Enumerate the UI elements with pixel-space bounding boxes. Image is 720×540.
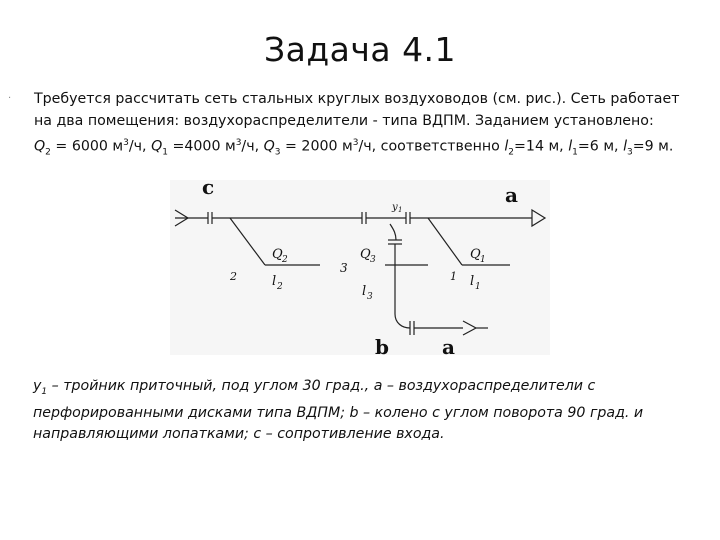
q3-unit-sup: 3 [352,138,359,148]
q2-value: = 6000 м [50,138,124,155]
label-2: 2 [230,270,237,283]
q2-sub: 2 [45,147,51,158]
statement-line-1: Требуется рассчитать сеть стальных круглых воздуховодов (см. рис.). Сеть работает [34,91,680,107]
label-a-bottom: a [442,335,455,355]
q1-sub: 1 [162,147,168,158]
label-l3-sub: 3 [367,292,373,302]
l1-value: =6 м, [577,138,624,155]
label-y1-sub: 1 [398,206,403,214]
q1-unit-sup: 3 [235,138,242,148]
duct-network-svg [170,180,550,355]
label-Q1-sub: 1 [480,255,486,265]
q3-value: = 2000 м [280,138,353,155]
label-l1: l [470,274,475,289]
q2-unit-sup: 3 [123,138,129,148]
caption-text: – тройник приточный, под углом 30 град., а – воздухораспределители с перфорированными дисками типа ВДПМ; b – колено с углом поворота 90 град. и направляющими лопатками; с – сопротивление входа. [33,378,644,442]
q3-sub: 3 [274,147,281,158]
label-y1: y [392,202,398,213]
label-Q3-sub: 3 [370,255,376,265]
label-l2: l [272,274,277,289]
label-c: c [202,180,215,199]
label-l3: l [362,284,367,299]
branch-2-diagonal [230,218,265,265]
label-a-top: a [505,183,518,207]
label-Q2-sub: 2 [282,255,288,265]
l2-sub: 2 [508,147,515,158]
q3-symbol: Q [263,138,275,155]
q2-symbol: Q [34,138,46,155]
duct-network-diagram [170,180,550,355]
label-1: 1 [450,270,457,283]
l3-symbol: l [623,138,628,155]
statement-line-3 [34,132,684,164]
label-b: b [375,335,389,355]
q3-unit-tail: /ч, соответственно [358,138,505,155]
q2-unit-tail: /ч, [128,138,152,155]
l2-symbol: l [504,138,509,155]
bullet-marker: · [8,93,12,104]
problem-statement [34,88,684,164]
label-Q3: Q [360,247,371,262]
elbow-b [395,314,410,328]
q1-symbol: Q [151,138,163,155]
label-3: 3 [340,261,348,275]
l2-value: =14 м, [514,138,569,155]
l1-sub: 1 [572,147,578,158]
slide-title: Задача 4.1 [263,30,457,69]
caption-y-symbol: y [33,378,42,394]
l3-sub: 3 [627,147,633,158]
caption-y-sub: 1 [41,386,48,397]
q1-unit-tail: /ч, [241,138,264,155]
label-Q1: Q [470,247,481,262]
label-l2-sub: 2 [277,282,283,292]
q1-value: =4000 м [167,138,236,155]
branch-1-diagonal [428,218,462,265]
outlet-arrow-b [463,321,476,335]
label-l1-sub: 1 [475,282,481,292]
label-Q2: Q [272,247,283,262]
l1-symbol: l [568,138,573,155]
outlet-arrow-right [532,210,545,226]
figure-caption [33,376,683,445]
statement-line-2: на два помещения: воздухораспределители - типа ВДПМ. Заданием установлено: [34,113,654,129]
branch-3-elbow [390,224,396,240]
l3-value: =9 м. [632,138,674,155]
